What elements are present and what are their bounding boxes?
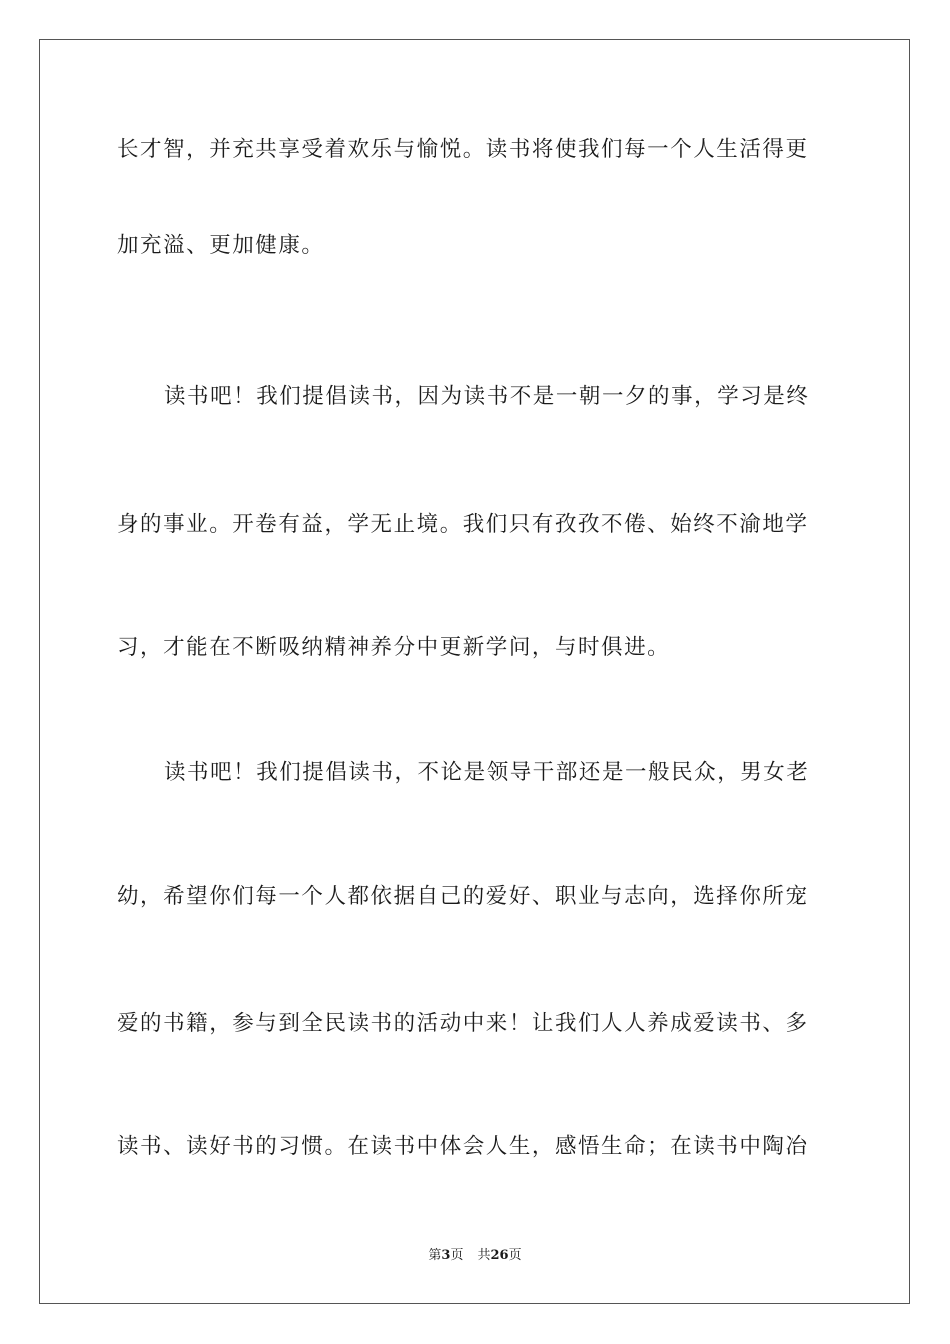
text-line-5: 习，才能在不断吸纳精神养分中更新学问，与时俱进。 <box>117 635 671 660</box>
page-border <box>39 39 910 1304</box>
total-prefix: 共 <box>477 1248 491 1263</box>
page-suffix: 页 <box>450 1248 464 1263</box>
text-line-2: 加充溢、更加健康。 <box>117 233 325 258</box>
text-line-3: 读书吧！我们提倡读书，因为读书不是一朝一夕的事，学习是终 <box>164 384 810 409</box>
total-suffix: 页 <box>508 1248 522 1263</box>
text-line-1: 长才智，并充共享受着欢乐与愉悦。读书将使我们每一个人生活得更 <box>117 137 809 162</box>
text-line-9: 读书、读好书的习惯。在读书中体会人生，感悟生命；在读书中陶冶 <box>117 1134 809 1159</box>
text-line-7: 幼，希望你们每一个人都依据自己的爱好、职业与志向，选择你所宠 <box>117 884 809 909</box>
page-number: 3 <box>441 1248 451 1263</box>
page-prefix: 第 <box>428 1248 442 1263</box>
total-pages: 26 <box>490 1248 509 1263</box>
text-line-8: 爱的书籍，参与到全民读书的活动中来！让我们人人养成爱读书、多 <box>117 1011 809 1036</box>
text-line-6: 读书吧！我们提倡读书，不论是领导干部还是一般民众，男女老 <box>164 760 810 785</box>
page-footer <box>0 1247 950 1265</box>
text-line-4: 身的事业。开卷有益，学无止境。我们只有孜孜不倦、始终不渝地学 <box>117 512 809 537</box>
